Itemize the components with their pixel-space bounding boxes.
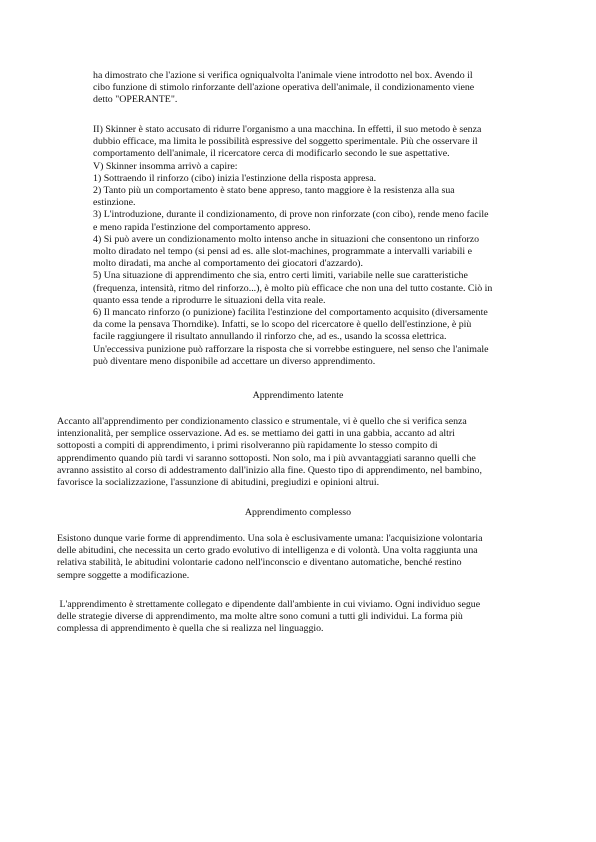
text-line: complessa di apprendimento è quella che si realizza nel linguaggio. — [57, 623, 324, 635]
paragraph-complesso — [57, 533, 539, 582]
text-line: 2) Tanto più un comportamento è stato bene appreso, tanto maggiore è la resistenza alla sua — [93, 185, 455, 197]
text-line: sottoposti a compiti di apprendimento, i primi risolveranno più rapidamente lo stesso compito di — [57, 440, 438, 452]
text-line: sempre soggette a modificazione. — [57, 569, 190, 581]
text-line: avranno assistito al corso di addestramento dall'inizio alla fine. Questo tipo di apprendimento, nel bambino, — [57, 464, 482, 476]
text-line: estinzione. — [93, 197, 136, 209]
text-line: detto "OPERANTE". — [93, 94, 178, 106]
text-line: 4) Si può avere un condizionamento molto intenso anche in situazioni che consentono un rinforzo — [93, 233, 480, 245]
text-line: facile raggiungere il risultato annullando il rinforzo che, ad es., usando la scossa elettrica. — [93, 331, 447, 343]
text-line: Accanto all'apprendimento per condizionamento classico e strumentale, vi è quello che si verifica senza — [57, 416, 467, 427]
paragraph-ambiente — [57, 599, 539, 636]
text-line: Un'eccessiva punizione può rafforzare la risposta che si vorrebbe estinguere, nel senso che l'animale — [93, 343, 489, 355]
text-line: apprendimento quando più tardi vi saranno sottoposti. Non solo, ma i più avvantaggiati saranno quelli che — [57, 452, 476, 464]
text-line: 1) Sottraendo il rinforzo (cibo) inizia l'estinzione della risposta appresa. — [93, 172, 377, 184]
text-line: delle abitudini, che necessita un certo grado evolutivo di intelligenza e di volontà. Una volta raggiunta una — [57, 545, 478, 557]
text-line: relativa stabilità, le abitudini volontarie cadono nell'inconscio e diventano automatiche, benché restino — [57, 557, 462, 569]
text-line: Esistono dunque varie forme di apprendimento. Una sola è esclusivamente umana: l'acquisizione volontaria — [57, 533, 483, 544]
text-line: quanto essa tende a riprodurre le situazioni della vita reale. — [93, 294, 326, 306]
text-line: 3) L'introduzione, durante il condizionamento, di prove non rinforzate (con cibo), rende meno facile — [93, 209, 489, 221]
section-heading-latente: Apprendimento latente — [252, 390, 344, 401]
text-line: da come la pensava Thorndike). Infatti, se lo scopo del ricercatore è quello dell'estinzione, è più — [93, 319, 472, 331]
text-line: delle strategie diverse di apprendimento, ma molte altre sono comuni a tutti gli individui. La forma più — [57, 611, 463, 623]
text-line: (frequenza, intensità, ritmo del rinforzo...), è molto più efficace che non una del tutto costante. Ciò in — [93, 282, 493, 294]
text-line: e meno rapida l'estinzione del comportamento appreso. — [93, 221, 311, 233]
section-heading-complesso: Apprendimento complesso — [244, 507, 352, 518]
text-line: molto diradato nel tempo (si pensi ad es. alle slot-machines, programmate a intervalli variabili e — [93, 246, 472, 258]
text-line: 6) Il mancato rinforzo (o punizione) facilita l'estinzione del comportamento acquisito (diversamente — [93, 307, 488, 319]
text-line: cibo funzione di stimolo rinforzante dell'azione operativa dell'animale, il condizionamento viene — [93, 82, 475, 94]
text-line: può diventare meno disponibile ad accettare un diverso apprendimento. — [93, 355, 376, 367]
text-line: intenzionalità, per semplice osservazione. Ad es. se mettiamo dei gatti in una gabbia, accanto ad altri — [57, 428, 455, 440]
text-line: L'apprendimento è strettamente collegato e dipendente dall'ambiente in cui viviamo. Ogni individuo segue — [57, 599, 481, 610]
text-line: comportamento dell'animale, il ricercatore cerca di modificarlo secondo le sue aspettative. — [93, 148, 450, 160]
text-line: II) Skinner è stato accusato di ridurre l'organismo a una macchina. In effetti, il suo metodo è senza — [93, 124, 482, 135]
text-line: favorisce la socializzazione, l'assunzione di abitudini, pregiudizi e opinioni altrui. — [57, 477, 380, 489]
text-line: ha dimostrato che l'azione si verifica ogniqualvolta l'animale viene introdotto nel box. Avendo il — [93, 70, 473, 81]
text-line: V) Skinner insomma arrivò a capire: — [93, 160, 238, 172]
paragraph-latente — [57, 416, 539, 489]
text-line: dubbio efficace, ma limita le possibilità espressive del soggetto sperimentale. Più che osservare il — [93, 136, 478, 148]
paragraph-skinner — [93, 124, 539, 368]
paragraph-operante — [93, 70, 539, 107]
text-line: 5) Una situazione di apprendimento che sia, entro certi limiti, variabile nelle sue caratteristiche — [93, 270, 468, 282]
text-line: molto diradati, ma anche al comportamento dei giocatori d'azzardo). — [93, 258, 363, 270]
